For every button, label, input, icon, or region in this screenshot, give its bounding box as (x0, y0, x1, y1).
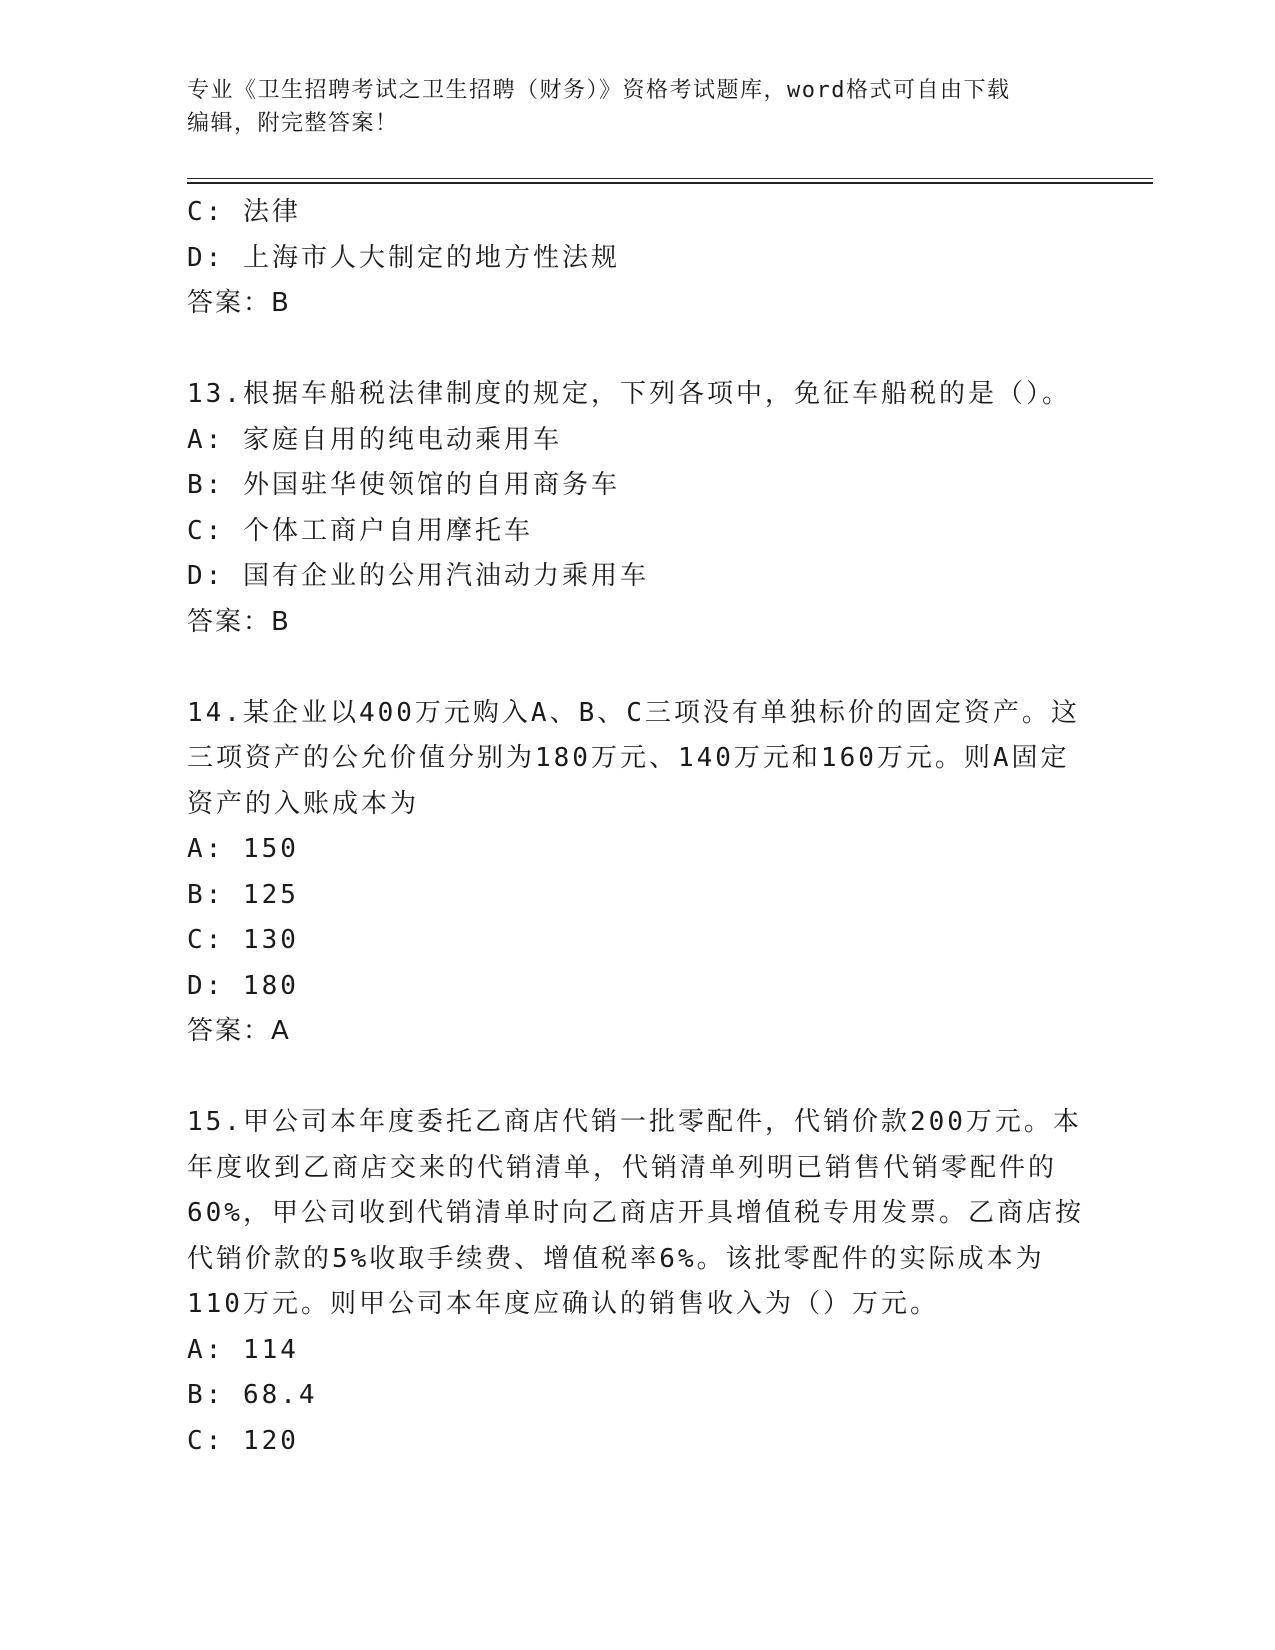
option-b: B: 125 (187, 879, 299, 910)
spacer (187, 327, 1087, 373)
question-list (187, 190, 1087, 1464)
header-line-1: 专业《卫生招聘考试之卫生招聘（财务）》资格考试题库，word格式可自由下载 (187, 78, 1011, 103)
spacer (187, 645, 1087, 691)
question-text: 13.根据车船税法律制度的规定，下列各项中，免征车船税的是（）。 (187, 379, 1071, 409)
question-text: 14.某企业以400万元购入A、B、C三项没有单独标价的固定资产。这 三项资产的公允价值分别为180万元、140万元和160万元。则A固定 资产的入账成本为 (187, 697, 1080, 819)
option-b: B: 68.4 (187, 1380, 318, 1410)
header-divider-thin (187, 178, 1153, 179)
option-d: D: 180 (187, 970, 299, 1001)
option-d: D: 上海市人大制定的地方性法规 (187, 242, 620, 273)
header-line-2: 编辑，附完整答案！ (187, 111, 399, 136)
option-a: A: 150 (187, 834, 299, 864)
document-header (187, 74, 1067, 140)
option-c: C: 法律 (187, 197, 301, 227)
answer-line: 答案：B (187, 288, 291, 318)
header-divider-thick (187, 182, 1153, 184)
question-text: 15.甲公司本年度委托乙商店代销一批零配件，代销价款200万元。本 年度收到乙商店交来的代销清单，代销清单列明已销售代销零配件的 60%，甲公司收到代销清单时向乙商店开具增值税专用发票。乙商店按 代销价款的5%收取手续费、增值税率6%。该批零配件的实际成本为 110万元。则甲公司本年度应确认的销售收入为（）万元。 (187, 1107, 1084, 1319)
question-13 (187, 372, 1087, 645)
option-b: B: 外国驻华使领馆的自用商务车 (187, 470, 620, 500)
option-d: D: 国有企业的公用汽油动力乘用车 (187, 561, 649, 591)
answer-line: 答案：A (187, 1016, 291, 1046)
option-a: A: 家庭自用的纯电动乘用车 (187, 424, 562, 455)
answer-line: 答案：B (187, 606, 291, 637)
spacer (187, 1055, 1087, 1101)
option-c: C: 130 (187, 925, 299, 955)
option-c: C: 120 (187, 1425, 299, 1456)
question-12-continuation (187, 190, 1087, 327)
question-14 (187, 691, 1087, 1055)
option-c: C: 个体工商户自用摩托车 (187, 515, 533, 546)
option-a: A: 114 (187, 1334, 299, 1365)
question-15 (187, 1100, 1087, 1464)
